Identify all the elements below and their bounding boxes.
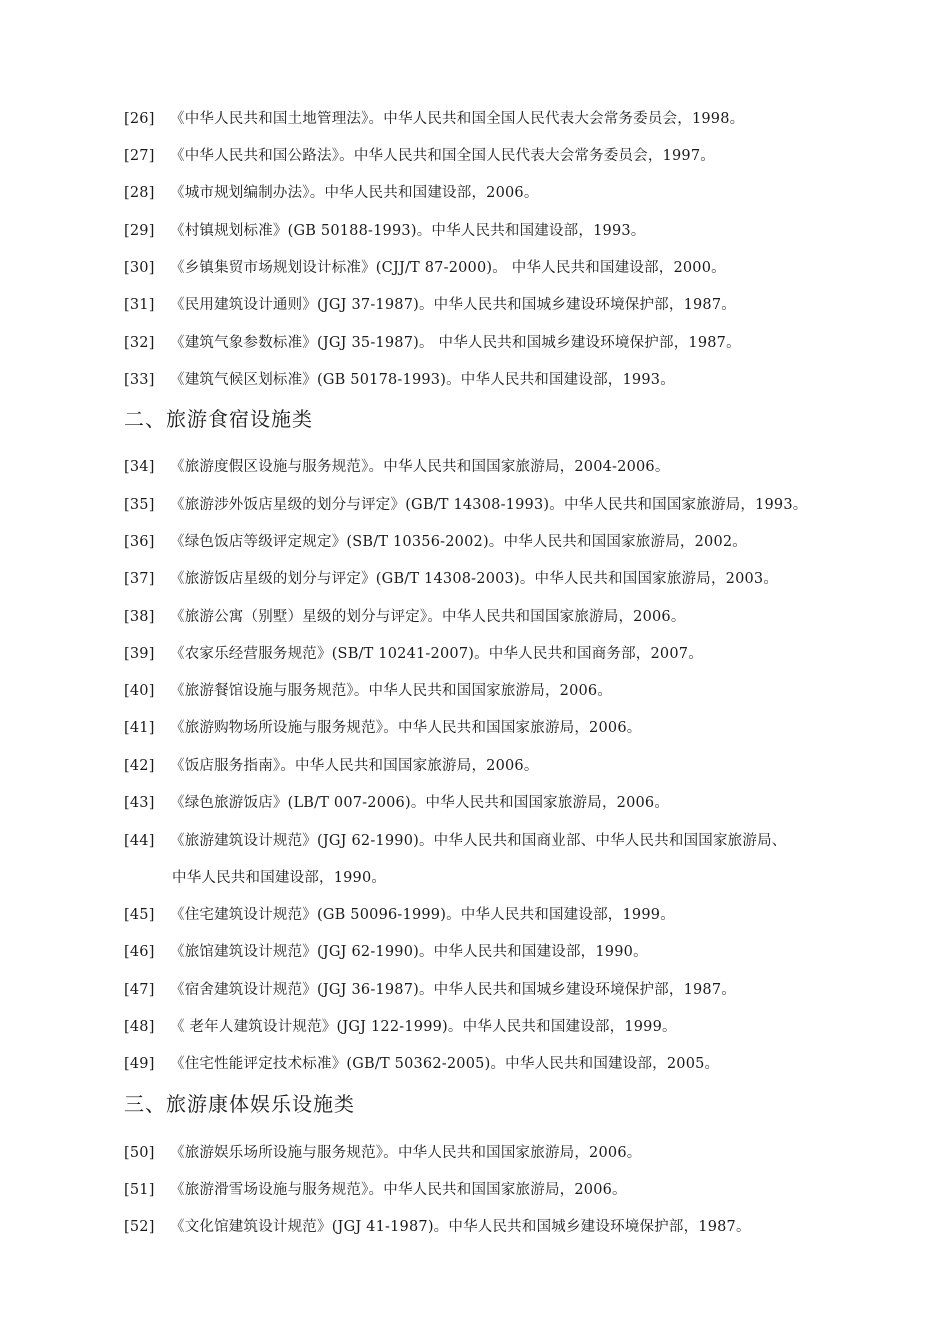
reference-text: 《旅游滑雪场设施与服务规范》。中华人民共和国国家旅游局，2006。	[170, 1182, 627, 1198]
reference-number: [27]	[124, 148, 155, 164]
reference-text: 《城市规划编制办法》。中华人民共和国建设部，2006。	[170, 185, 539, 201]
reference-item	[124, 495, 807, 515]
reference-item	[124, 295, 736, 315]
reference-text: 《旅游饭店星级的划分与评定》(GB/T 14308-2003)。中华人民共和国国家旅游局，2003。	[170, 571, 779, 587]
reference-text: 《民用建筑设计通则》(JGJ 37-1987)。中华人民共和国城乡建设环境保护部，1987。	[170, 297, 736, 313]
reference-item	[124, 718, 641, 738]
reference-text: 《中华人民共和国土地管理法》。中华人民共和国全国人民代表大会常务委员会，1998。	[170, 111, 745, 127]
reference-number: [28]	[124, 185, 155, 201]
reference-text: 《文化馆建筑设计规范》(JGJ 41-1987)。中华人民共和国城乡建设环境保护部，1987。	[170, 1219, 751, 1235]
reference-continuation: 中华人民共和国建设部，1990。	[172, 870, 387, 886]
reference-text: 《绿色饭店等级评定规定》(SB/T 10356-2002)。中华人民共和国国家旅游局，2002。	[170, 534, 747, 550]
reference-item	[124, 1143, 641, 1163]
reference-number: [29]	[124, 223, 155, 239]
reference-number: [46]	[124, 944, 155, 960]
reference-item	[124, 109, 744, 129]
reference-text: 《饭店服务指南》。中华人民共和国国家旅游局，2006。	[170, 758, 539, 774]
reference-item	[124, 1017, 677, 1037]
reference-number: [32]	[124, 335, 155, 351]
reference-item	[124, 980, 736, 1000]
reference-item	[124, 831, 786, 851]
reference-item	[124, 644, 703, 664]
reference-number: [31]	[124, 297, 155, 313]
reference-number: [44]	[124, 833, 155, 849]
reference-number: [33]	[124, 372, 155, 388]
reference-text: 《旅游娱乐场所设施与服务规范》。中华人民共和国国家旅游局，2006。	[170, 1145, 642, 1161]
reference-text: 《旅游购物场所设施与服务规范》。中华人民共和国国家旅游局，2006。	[170, 720, 642, 736]
reference-item	[124, 793, 669, 813]
reference-number: [42]	[124, 758, 155, 774]
reference-number: [47]	[124, 982, 155, 998]
reference-number: [34]	[124, 459, 155, 475]
reference-text: 《住宅性能评定技术标准》(GB/T 50362-2005)。中华人民共和国建设部，2005。	[170, 1056, 720, 1072]
reference-item	[124, 532, 747, 552]
reference-item	[124, 905, 675, 925]
reference-text: 《建筑气象参数标准》(JGJ 35-1987)。 中华人民共和国城乡建设环境保护部，1987。	[170, 335, 741, 351]
reference-number: [49]	[124, 1056, 155, 1072]
reference-number: [40]	[124, 683, 155, 699]
reference-text: 《住宅建筑设计规范》(GB 50096-1999)。中华人民共和国建设部，1999。	[170, 907, 675, 923]
reference-number: [38]	[124, 609, 155, 625]
section-heading: 三、旅游康体娱乐设施类	[124, 1092, 355, 1116]
reference-text: 《旅游度假区设施与服务规范》。中华人民共和国国家旅游局，2004-2006。	[170, 459, 670, 475]
reference-number: [52]	[124, 1219, 155, 1235]
reference-item	[124, 569, 778, 589]
reference-number: [51]	[124, 1182, 155, 1198]
reference-text: 《建筑气候区划标准》(GB 50178-1993)。中华人民共和国建设部，1993。	[170, 372, 675, 388]
reference-number: [45]	[124, 907, 155, 923]
reference-text: 《乡镇集贸市场规划设计标准》(CJJ/T 87-2000)。 中华人民共和国建设部，2000。	[170, 260, 726, 276]
reference-text: 《中华人民共和国公路法》。中华人民共和国全国人民代表大会常务委员会，1997。	[170, 148, 715, 164]
reference-item	[124, 183, 539, 203]
reference-item	[124, 1054, 719, 1074]
reference-number: [48]	[124, 1019, 155, 1035]
reference-text: 《旅馆建筑设计规范》(JGJ 62-1990)。中华人民共和国建设部，1990。	[170, 944, 648, 960]
reference-item	[124, 607, 686, 627]
section-heading: 二、旅游食宿设施类	[124, 407, 313, 431]
reference-number: [35]	[124, 497, 155, 513]
reference-item	[124, 146, 715, 166]
reference-text: 《旅游涉外饭店星级的划分与评定》(GB/T 14308-1993)。中华人民共和国国家旅游局，1993。	[170, 497, 808, 513]
reference-text: 《旅游建筑设计规范》(JGJ 62-1990)。中华人民共和国商业部、中华人民共和国国家旅游局、	[170, 833, 787, 849]
reference-item	[124, 258, 726, 278]
reference-number: [41]	[124, 720, 155, 736]
reference-item	[124, 681, 612, 701]
reference-number: [36]	[124, 534, 155, 550]
reference-item	[124, 221, 646, 241]
reference-item	[124, 756, 539, 776]
reference-item	[124, 370, 675, 390]
reference-item	[124, 942, 648, 962]
reference-number: [37]	[124, 571, 155, 587]
reference-text: 《村镇规划标准》(GB 50188-1993)。中华人民共和国建设部，1993。	[170, 223, 646, 239]
reference-text: 《旅游公寓（别墅）星级的划分与评定》。中华人民共和国国家旅游局，2006。	[170, 609, 686, 625]
reference-text: 《绿色旅游饭店》(LB/T 007-2006)。中华人民共和国国家旅游局，2006。	[170, 795, 670, 811]
reference-number: [43]	[124, 795, 155, 811]
reference-number: [39]	[124, 646, 155, 662]
reference-item	[124, 333, 741, 353]
reference-number: [50]	[124, 1145, 155, 1161]
reference-text: 《旅游餐馆设施与服务规范》。中华人民共和国国家旅游局，2006。	[170, 683, 613, 699]
reference-number: [26]	[124, 111, 155, 127]
reference-number: [30]	[124, 260, 155, 276]
reference-text: 《宿舍建筑设计规范》(JGJ 36-1987)。中华人民共和国城乡建设环境保护部，1987。	[170, 982, 736, 998]
reference-item	[124, 1180, 627, 1200]
reference-text: 《农家乐经营服务规范》(SB/T 10241-2007)。中华人民共和国商务部，2007。	[170, 646, 703, 662]
reference-item	[124, 457, 670, 477]
reference-text: 《 老年人建筑设计规范》(JGJ 122-1999)。中华人民共和国建设部，1999。	[170, 1019, 677, 1035]
reference-item	[124, 1217, 751, 1237]
